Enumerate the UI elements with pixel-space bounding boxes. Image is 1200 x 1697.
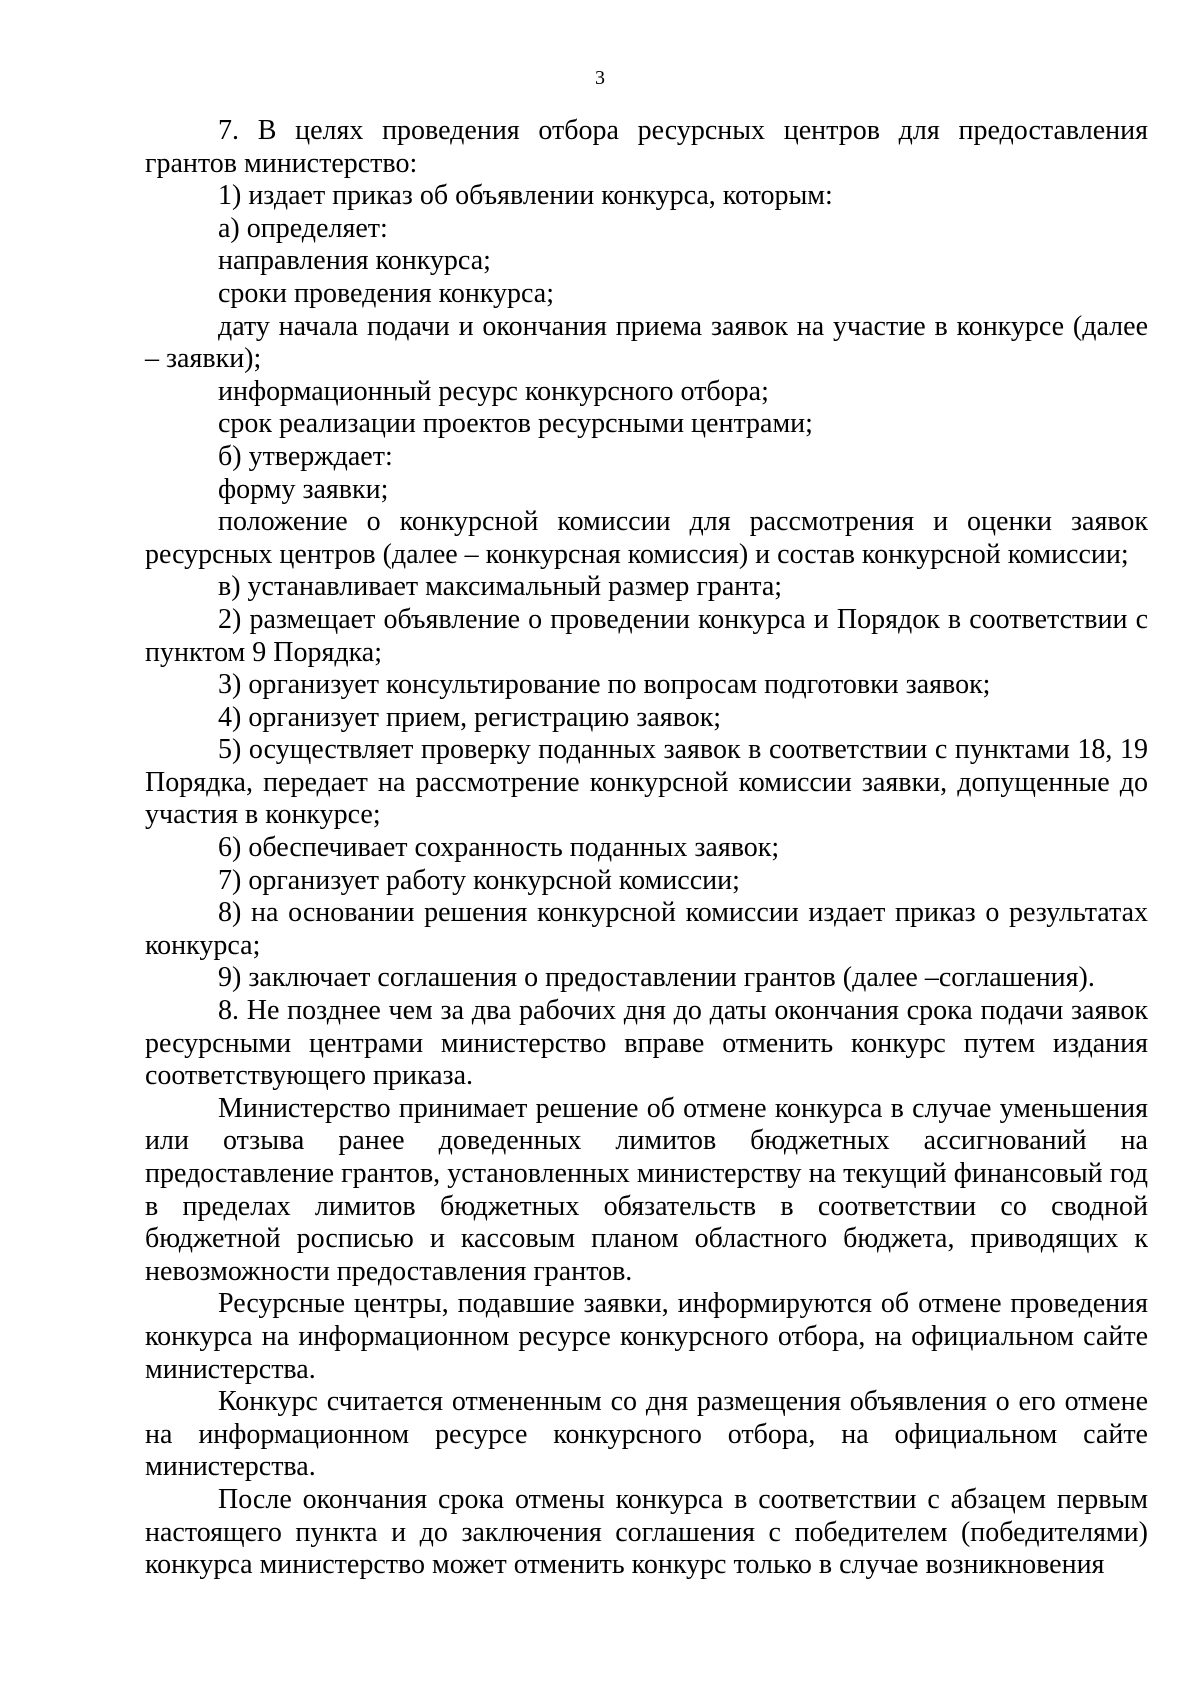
paragraph-7-6: 6) обеспечивает сохранность поданных заявок; bbox=[218, 832, 780, 864]
paragraph-7-7: 7) организует работу конкурсной комиссии; bbox=[218, 864, 740, 896]
list-item: положение о конкурсной комиссии для рассмотрения и оценки заявок ресурсных центров (далее – конкурсная комиссия) и состав конкурсной комиссии; bbox=[145, 506, 1148, 570]
list-item: форму заявки; bbox=[218, 473, 389, 505]
page-number: 3 bbox=[595, 67, 605, 89]
list-item: дату начала подачи и окончания приема заявок на участие в конкурсе (далее – заявки); bbox=[145, 310, 1148, 375]
list-item: сроки проведения конкурса; bbox=[218, 277, 554, 309]
paragraph-7-1-v: в) устанавливает максимальный размер гранта; bbox=[218, 571, 783, 603]
paragraph-8-after-deadline: После окончания срока отмены конкурса в соответствии с абзацем первым настоящего пункта и до заключения соглашения с победителем (победителями) конкурса министерство может отменить конкурс только в случае возникновения bbox=[145, 1483, 1148, 1581]
paragraph-7-5: 5) осуществляет проверку поданных заявок в соответствии с пунктами 18, 19 Порядка, передает на рассмотрение конкурсной комиссии заявки, допущенные до участия в конкурсе; bbox=[145, 734, 1148, 831]
paragraph-8-cancelled-date: Конкурс считается отмененным со дня размещения объявления о его отмене на информационном ресурсе конкурсного отбора, на официальном сайте министерства. bbox=[145, 1386, 1148, 1483]
paragraph-7-1-a: а) определяет: bbox=[218, 212, 388, 244]
paragraph-8-cancellation-decision: Министерство принимает решение об отмене конкурса в случае уменьшения или отзыва ранее доведенных лимитов бюджетных ассигнований на предоставление грантов, установленных министерству на текущий финансовый год в пределах лимитов бюджетных обязательств в соответствии со сводной бюджетной росписью и кассовым планом областного бюджета, приводящих к невозможности предоставления грантов. bbox=[145, 1092, 1148, 1287]
paragraph-7-3: 3) организует консультирование по вопросам подготовки заявок; bbox=[218, 669, 991, 701]
paragraph-7: 7. В целях проведения отбора ресурсных центров для предоставления грантов министерство: bbox=[145, 115, 1148, 179]
list-item: срок реализации проектов ресурсными центрами; bbox=[218, 408, 813, 440]
paragraph-8-notification: Ресурсные центры, подавшие заявки, информируются об отмене проведения конкурса на информационном ресурсе конкурсного отбора, на официальном сайте министерства. bbox=[145, 1288, 1148, 1385]
paragraph-7-2: 2) размещает объявление о проведении конкурса и Порядок в соответствии с пунктом 9 Порядка; bbox=[145, 603, 1148, 668]
document-body bbox=[145, 115, 1148, 1582]
paragraph-7-8: 8) на основании решения конкурсной комиссии издает приказ о результатах конкурса; bbox=[145, 897, 1148, 961]
paragraph-8: 8. Не позднее чем за два рабочих дня до даты окончания срока подачи заявок ресурсными центрами министерство вправе отменить конкурс путем издания соответствующего приказа. bbox=[145, 995, 1148, 1092]
paragraph-7-9: 9) заключает соглашения о предоставлении грантов (далее –соглашения). bbox=[218, 962, 1095, 994]
paragraph-7-4: 4) организует прием, регистрацию заявок; bbox=[218, 701, 722, 733]
paragraph-7-1: 1) издает приказ об объявлении конкурса, которым: bbox=[218, 180, 833, 212]
list-item: направления конкурса; bbox=[218, 245, 491, 277]
list-item: информационный ресурс конкурсного отбора; bbox=[218, 375, 769, 407]
paragraph-7-1-b: б) утверждает: bbox=[218, 440, 393, 472]
